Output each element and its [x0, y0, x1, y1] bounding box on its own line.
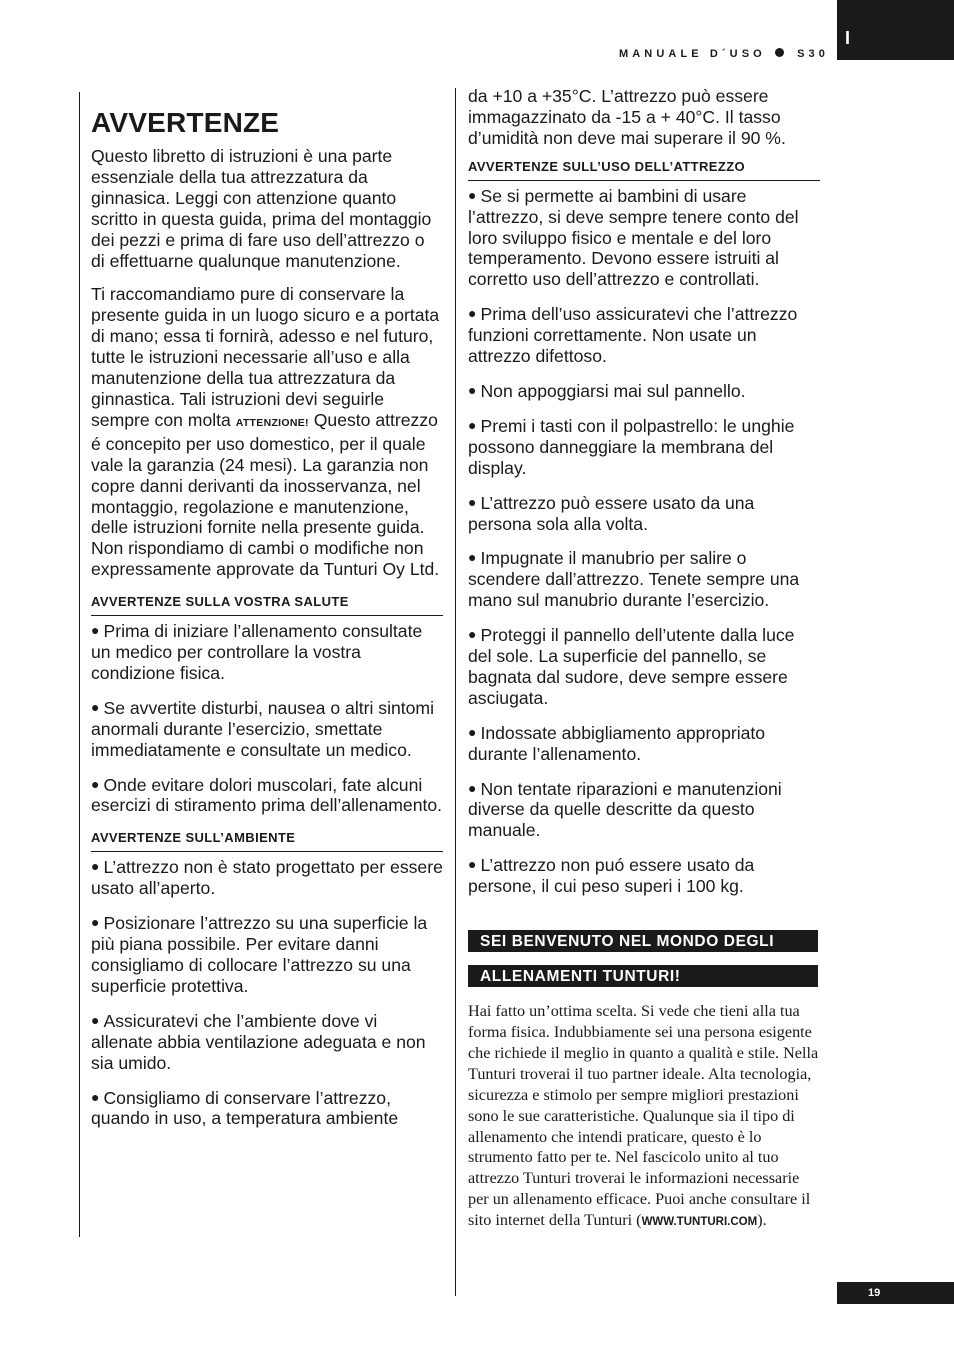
attention-label: ATTENZIONE!: [235, 416, 309, 429]
welcome-end: ).: [757, 1211, 767, 1230]
bullet-icon: ●: [468, 381, 477, 398]
guide-text: Ti raccomandiamo pure di conservare la presente guida in un luogo sicuro e a portata di mano; essa ti fornirà, adesso e nel futuro, tutte le istruzioni necessarie all’uso e alla manutenzione della tua attrezzatura da ginnastica. Tali istruzioni devi seguirle sempre con molta: [91, 284, 440, 430]
bullet-dot-icon: [775, 48, 784, 57]
use-item-text: Non appoggiarsi mai sul pannello.: [480, 380, 746, 401]
welcome-band-line2: ALLENAMENTI TUNTURI!: [468, 965, 818, 987]
welcome-paragraph: [468, 1001, 820, 1233]
welcome-text: Hai fatto un’ottima scelta. Si vede che tieni alla tua forma fisica. Indubbiamente sei una persona esigente che richiede il meglio in quanto a qualità e stile. Nella Tunturi troverai il tuo partner ideale. Alta tecnologia, sicurezza e stimolo per sempre migliori prestazioni sono le sue caratteristiche. Qualunque sia il tipo di allenamento che intendi praticare, questo è lo strumento fatto per te. Nel fascicolo unito al tuo attrezzo Tunturi troverai le informazioni necessarie per un allenamento efficace. Puoi anche consultare il sito internet della Tunturi (: [468, 1002, 819, 1230]
health-item-text: Se avvertite disturbi, nausea o altri sintomi anormali durante l’esercizio, smettate immediatamente e consultate un medico.: [91, 697, 434, 760]
center-column-rule: [455, 88, 456, 1296]
use-item: [468, 492, 820, 535]
intro-paragraph: Questo libretto di istruzioni è una parte essenziale della tua attrezzatura da ginnasica. Leggi con attenzione quanto scritto in questa guida, prima del montaggio dei pezzi e prima di fare uso dell’attrezzo o di effettuarne qualunque manutenzione.: [91, 146, 432, 271]
environment-item-text: Posizionare l’attrezzo su una superficie la più piana possibile. Per evitare danni consigliamo di collocare l’attrezzo su una superficie protettiva.: [91, 913, 428, 996]
bullet-icon: ●: [468, 626, 477, 643]
use-item: [468, 185, 820, 291]
health-item: [91, 620, 443, 684]
environment-item: [91, 912, 443, 997]
bullet-icon: ●: [468, 549, 477, 566]
use-item: [468, 778, 820, 842]
welcome-band-line1: SEI BENVENUTO NEL MONDO DEGLI: [468, 930, 818, 952]
page-title: AVVERTENZE: [91, 107, 280, 138]
use-item: [468, 624, 820, 709]
use-item-text: Proteggi il pannello dell’utente dalla luce del sole. La superficie del pannello, se bagnata dal sudore, deve sempre essere asciugata.: [468, 625, 795, 708]
bullet-icon: ●: [91, 1088, 100, 1105]
health-item: [91, 774, 443, 817]
bullet-icon: ●: [468, 723, 477, 740]
use-item-text: Premi i tasti con il polpastrello: le unghie possono danneggiare la membrana del display.: [468, 415, 795, 478]
use-item-text: Non tentate riparazioni e manutenzioni diverse da quelle descritte da questo manuale.: [468, 778, 782, 841]
bullet-icon: ●: [91, 1011, 100, 1028]
page-number: 19: [837, 1282, 954, 1304]
use-item: [468, 415, 820, 479]
bullet-icon: ●: [91, 622, 100, 639]
spacer: [468, 987, 820, 1001]
environment-item-text: L’attrezzo non è stato progettato per essere usato all’aperto.: [91, 857, 443, 899]
bullet-icon: ●: [91, 698, 100, 715]
bullet-icon: ●: [468, 186, 477, 203]
spacer: [468, 910, 820, 930]
use-item-text: Indossate abbigliamento appropriato durante l’allenamento.: [468, 722, 766, 764]
right-column: [468, 86, 820, 1233]
health-item-text: Prima di iniziare l’allenamento consultate un medico per controllare la vostra condizione fisica.: [91, 621, 423, 683]
use-item-text: Se si permette ai bambini di usare l’attrezzo, si deve sempre tenere conto del loro sviluppo fisico e mentale e del loro temperamento. Devono essere istruiti al corretto uso dell’attrezzo e controllati.: [468, 185, 799, 290]
health-item-text: Onde evitare dolori muscolari, fate alcuni esercizi di stiramento prima dell’allenamento.: [91, 774, 443, 816]
website-link[interactable]: WWW.TUNTURI.COM: [641, 1216, 758, 1229]
use-item: [468, 547, 820, 611]
environment-heading: AVVERTENZE SULL’AMBIENTE: [91, 830, 443, 852]
use-item: [468, 303, 820, 367]
manual-label: MANUALE D´USO: [619, 48, 766, 60]
bullet-icon: ●: [468, 856, 477, 873]
use-item-text: L’attrezzo può essere usato da una persona sola alla volta.: [468, 492, 755, 534]
model-label: S30: [797, 48, 829, 60]
spacer: [468, 952, 820, 965]
bullet-icon: ●: [468, 416, 477, 433]
running-head: [619, 47, 829, 61]
health-item: [91, 697, 443, 761]
environment-item-text: Consigliamo di conservare l’attrezzo, quando in uso, a temperatura ambiente: [91, 1087, 399, 1129]
language-tab: I: [837, 0, 954, 60]
use-item: [468, 722, 820, 765]
bullet-icon: ●: [91, 914, 100, 931]
health-heading: AVVERTENZE SULLA VOSTRA SALUTE: [91, 594, 443, 616]
environment-continued: da +10 a +35°C. L’attrezzo può essere immagazzinato da -15 a + 40°C. Il tasso d’umidità non deve mai superare il 90 %.: [468, 86, 786, 148]
bullet-icon: ●: [468, 779, 477, 796]
use-item-text: Prima dell’uso assicuratevi che l’attrezzo funzioni correttamente. Non usate un attrezzo difettoso.: [468, 304, 798, 367]
environment-item-text: Assicuratevi che l’ambiente dove vi allenate abbia ventilazione adeguata e non sia umido.: [91, 1010, 426, 1073]
left-column: [91, 86, 443, 1142]
use-item: [468, 380, 820, 402]
bullet-icon: ●: [468, 305, 477, 322]
bullet-icon: ●: [91, 858, 100, 875]
use-item: [468, 854, 820, 897]
left-column-rule: [79, 92, 80, 1237]
environment-item: [91, 1087, 443, 1130]
environment-item: [91, 1010, 443, 1074]
use-item-text: Impugnate il manubrio per salire o scendere dall’attrezzo. Tenete sempre una mano sul manubrio durante l’esercizio.: [468, 548, 800, 611]
guide-paragraph: [91, 284, 443, 580]
attention-text: Questo attrezzo é concepito per uso domestico, per il quale vale la garanzia (24 mesi). La garanzia non copre danni derivanti da inosservanza, nel montaggio, regolazione e manutenzione, delle istruzioni fornite nella presente guida. Non rispondiamo di cambi o modifiche non expressamente approvate da Tunturi Oy Ltd.: [91, 409, 440, 580]
environment-item: [91, 856, 443, 899]
bullet-icon: ●: [91, 775, 100, 792]
bullet-icon: ●: [468, 493, 477, 510]
use-heading: AVVERTENZE SULL’USO DELL’ATTREZZO: [468, 159, 820, 181]
use-item-text: L’attrezzo non puó essere usato da persone, il cui peso superi i 100 kg.: [468, 855, 755, 897]
